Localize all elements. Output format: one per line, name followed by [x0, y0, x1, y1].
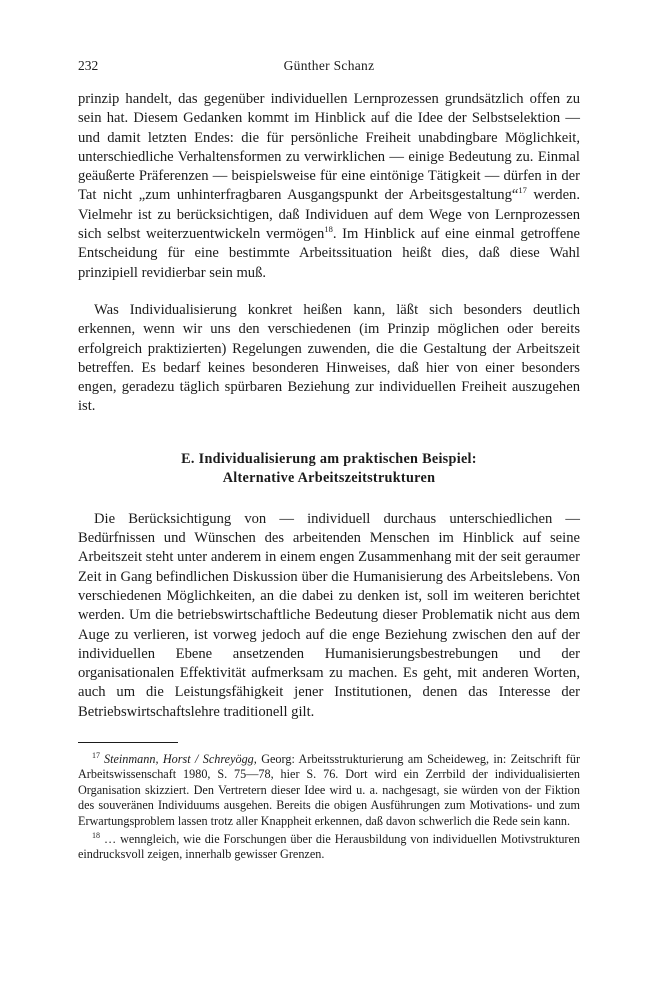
section-heading: [78, 450, 580, 488]
paragraph-1-part-1: prinzip handelt, das gegenüber individuellen Lernprozessen grundsätzlich offen zu sein hat. Diesem Gedanken kommt im Hinblick auf die Idee der Selbstselektion — und damit letzten Endes: die für persönliche Freiheit unabdingbare Möglichkeit, unterschiedliche Verhaltensformen zu verwirklichen — einige Bedeutung zu. Einmal geäußerte Präferenzen — beispielsweise für eine eintönige Tätigkeit — dürfen in der Tat nicht „zum unhinterfragbaren Ausgangspunkt der Arbeitsgestaltung“: [78, 91, 580, 204]
footnote-divider: [78, 742, 178, 743]
paragraph-1-part-3: . Im Hinblick auf eine einmal getroffene Entscheidung für eine bestimmte Arbeitssituation heißt dies, daß diese Wahl prinzipiell revidierbar sein muß.: [78, 226, 581, 281]
paragraph-1-part-2: werden. Vielmehr ist zu berücksichtigen, daß Individuen auf dem Wege von Lernprozessen sich selbst weiterzuentwickeln vermögen: [78, 187, 580, 243]
section-heading-line-2: Alternative Arbeitszeitstrukturen: [222, 469, 436, 486]
footnote-17: [78, 752, 580, 829]
paragraph-2: Was Individualisierung konkret heißen kann, läßt sich besonders deutlich erkennen, wenn wir uns den verschiedenen (im Prinzip möglichen oder bereits erfolgreich praktizierten) Regelungen zuwenden, die die Gestaltung der Arbeitszeit betreffen. Es bedarf keines besonderen Hinweises, daß hier von einer besonders engen, geradezu täglich spürbaren Beziehung zur individuellen Freiheit auszugehen ist.: [78, 301, 580, 415]
section-heading-line-1: E. Individualisierung am praktischen Beispiel:: [181, 450, 477, 467]
footnote-number-18: 18: [92, 831, 100, 841]
footnote-number-17: 17: [92, 751, 100, 761]
footnote-18: [78, 832, 580, 863]
running-header: [78, 58, 580, 78]
footnote-ref-18[interactable]: 18: [324, 224, 333, 235]
page-number: 232: [78, 58, 99, 73]
footnotes: [78, 752, 580, 863]
footnote-18-text: … wenngleich, wie die Forschungen über die Herausbildung von individuellen Motivstrukturen eindrucksvoll zeigen, innerhalb gewisser Grenzen.: [78, 832, 580, 862]
running-head-author: Günther Schanz: [283, 58, 375, 73]
footnote-ref-17[interactable]: 17: [518, 185, 527, 196]
section-paragraph: Die Berücksichtigung von — individuell durchaus unterschiedlichen — Bedürfnissen und Wünschen des arbeitenden Menschen im Hinblick auf seine Arbeitszeit steht unter anderem in einem engen Zusammenhang mit der seit geraumer Zeit in Gang befindlichen Diskussion über die Humanisierung des Arbeitslebens. Von verschiedenen Möglichkeiten, an die dabei zu denken ist, soll im weiteren berichtet werden. Um die betriebswirtschaftliche Bedeutung dieser Problematik nicht aus dem Auge zu verlieren, ist vorweg jedoch auf die enge Beziehung zwischen den auf der individuellen Ebene ansetzenden Humanisierungsbestrebungen und der organisationalen Effektivität aufmerksam zu machen. Es geht, mit anderen Worten, auch um die Leistungsfähigkeit jener Institutionen, denen das Interesse der Betriebswirtschaftslehre traditionell gilt.: [78, 510, 580, 720]
body-text: [78, 90, 580, 722]
footnote-17-authors: Steinmann, Horst / Schreyögg,: [104, 752, 257, 767]
book-page: [78, 58, 580, 866]
footnote-17-text: Georg: Arbeitsstrukturierung am Scheideweg, in: Zeitschrift für Arbeitswissenschaft 1980, S. 75—78, hier S. 76. Dort wird ein Zerrbild der individualisierten Organisation skizziert. Den Vertretern dieser Idee wird u. a. nachgesagt, sie würden von der Fiktion des souveränen Individuums ausgehen. Bereits die obigen Ausführungen zum Motivations- und zum Erwartungsproblem lassen trotz aller Knappheit erkennen, daß davon schwerlich die Rede sein kann.: [78, 752, 580, 828]
paragraph-1: [78, 90, 580, 283]
